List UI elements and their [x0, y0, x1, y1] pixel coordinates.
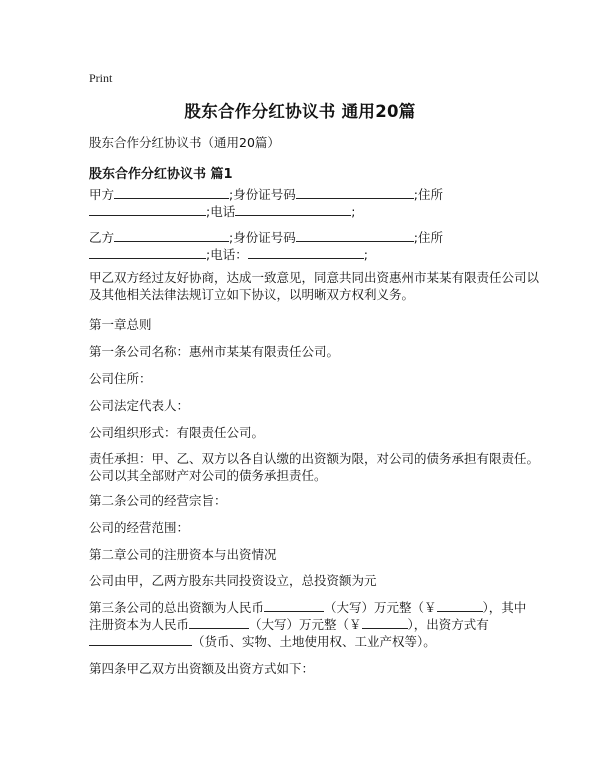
party-b-address-label: ;住所	[413, 230, 443, 245]
party-b-id-blank	[296, 229, 414, 242]
document-subtitle: 股东合作分红协议书（通用20篇）	[89, 135, 280, 150]
party-a-phone-blank	[235, 203, 351, 216]
article-3-text-d: 注册资本为人民币	[89, 617, 190, 632]
chapter-2-heading: 第二章公司的注册资本与出资情况	[89, 547, 277, 562]
party-b-id-label: ;身份证号码	[229, 230, 296, 245]
chapter-1-heading: 第一章总则	[89, 317, 152, 332]
party-b-phone-label: ;电话：	[206, 247, 248, 262]
party-a-end: ;	[351, 204, 356, 219]
document-title: 股东合作分红协议书 通用20篇	[184, 102, 416, 121]
registered-capital-yuan-blank	[362, 616, 408, 629]
print-link[interactable]: Print	[89, 71, 113, 85]
article-3-line-3	[89, 633, 519, 650]
party-a-id-blank	[296, 186, 414, 199]
liability-line-2: 公司以其全部财产对公司的债务承担责任。	[89, 468, 327, 483]
legal-representative: 公司法定代表人：	[89, 398, 190, 413]
article-3-line-1	[89, 599, 527, 616]
section-heading: 股东合作分红协议书 篇1	[89, 167, 233, 182]
liability-line-1: 责任承担：甲、乙、双方以各自认缴的出资额为限，对公司的债务承担有限责任。	[89, 451, 540, 466]
article-4: 第四条甲乙双方出资额及出资方式如下：	[89, 661, 315, 676]
article-3-text-c: ），其中	[482, 600, 527, 615]
party-a-line-2	[89, 203, 519, 220]
article-3-line-2	[89, 616, 519, 633]
party-b-end: ;	[363, 247, 368, 262]
party-b-phone-blank	[248, 246, 364, 259]
party-b-address-blank	[89, 246, 206, 259]
party-a-phone-label: ;电话	[206, 204, 236, 219]
party-a-name-blank	[114, 186, 229, 199]
party-a-line-1	[89, 186, 519, 203]
registered-capital-blank	[189, 616, 249, 629]
article-3-text-f: ），出资方式有	[407, 617, 489, 632]
party-a-address-blank	[89, 203, 206, 216]
intro-line-1: 甲乙双方经过友好协商，达成一致意见，同意共同出资惠州市某某有限责任公司以	[89, 270, 540, 285]
article-1: 第一条公司名称：惠州市某某有限责任公司。	[89, 344, 340, 359]
business-scope: 公司的经营范围：	[89, 520, 190, 535]
total-amount-yuan-blank	[437, 599, 483, 612]
article-3-text-a: 第三条公司的总出资额为人民币	[89, 600, 265, 615]
contribution-method-blank	[89, 633, 192, 646]
article-2: 第二条公司的经营宗旨：	[89, 493, 227, 508]
party-a-id-label: ;身份证号码	[229, 187, 296, 202]
party-b-line-2	[89, 246, 519, 263]
article-3-text-b: （大写）万元整（￥	[324, 600, 437, 615]
party-b-label: 乙方	[89, 230, 115, 245]
intro-line-2: 及其他相关法律法规订立如下协议，以明晰双方权利义务。	[89, 287, 415, 302]
party-a-address-label: ;住所	[413, 187, 443, 202]
company-address: 公司住所：	[89, 371, 152, 386]
article-3-text-e: （大写）万元整（￥	[249, 617, 362, 632]
article-3-text-g: （货币、实物、土地使用权、工业产权等）。	[192, 634, 436, 649]
party-b-name-blank	[114, 229, 229, 242]
party-a-label: 甲方	[89, 187, 115, 202]
total-amount-blank	[264, 599, 324, 612]
organization-form: 公司组织形式：有限责任公司。	[89, 425, 265, 440]
total-investment: 公司由甲，乙两方股东共同投资设立，总投资额为元	[89, 573, 377, 588]
party-b-line-1	[89, 229, 519, 246]
